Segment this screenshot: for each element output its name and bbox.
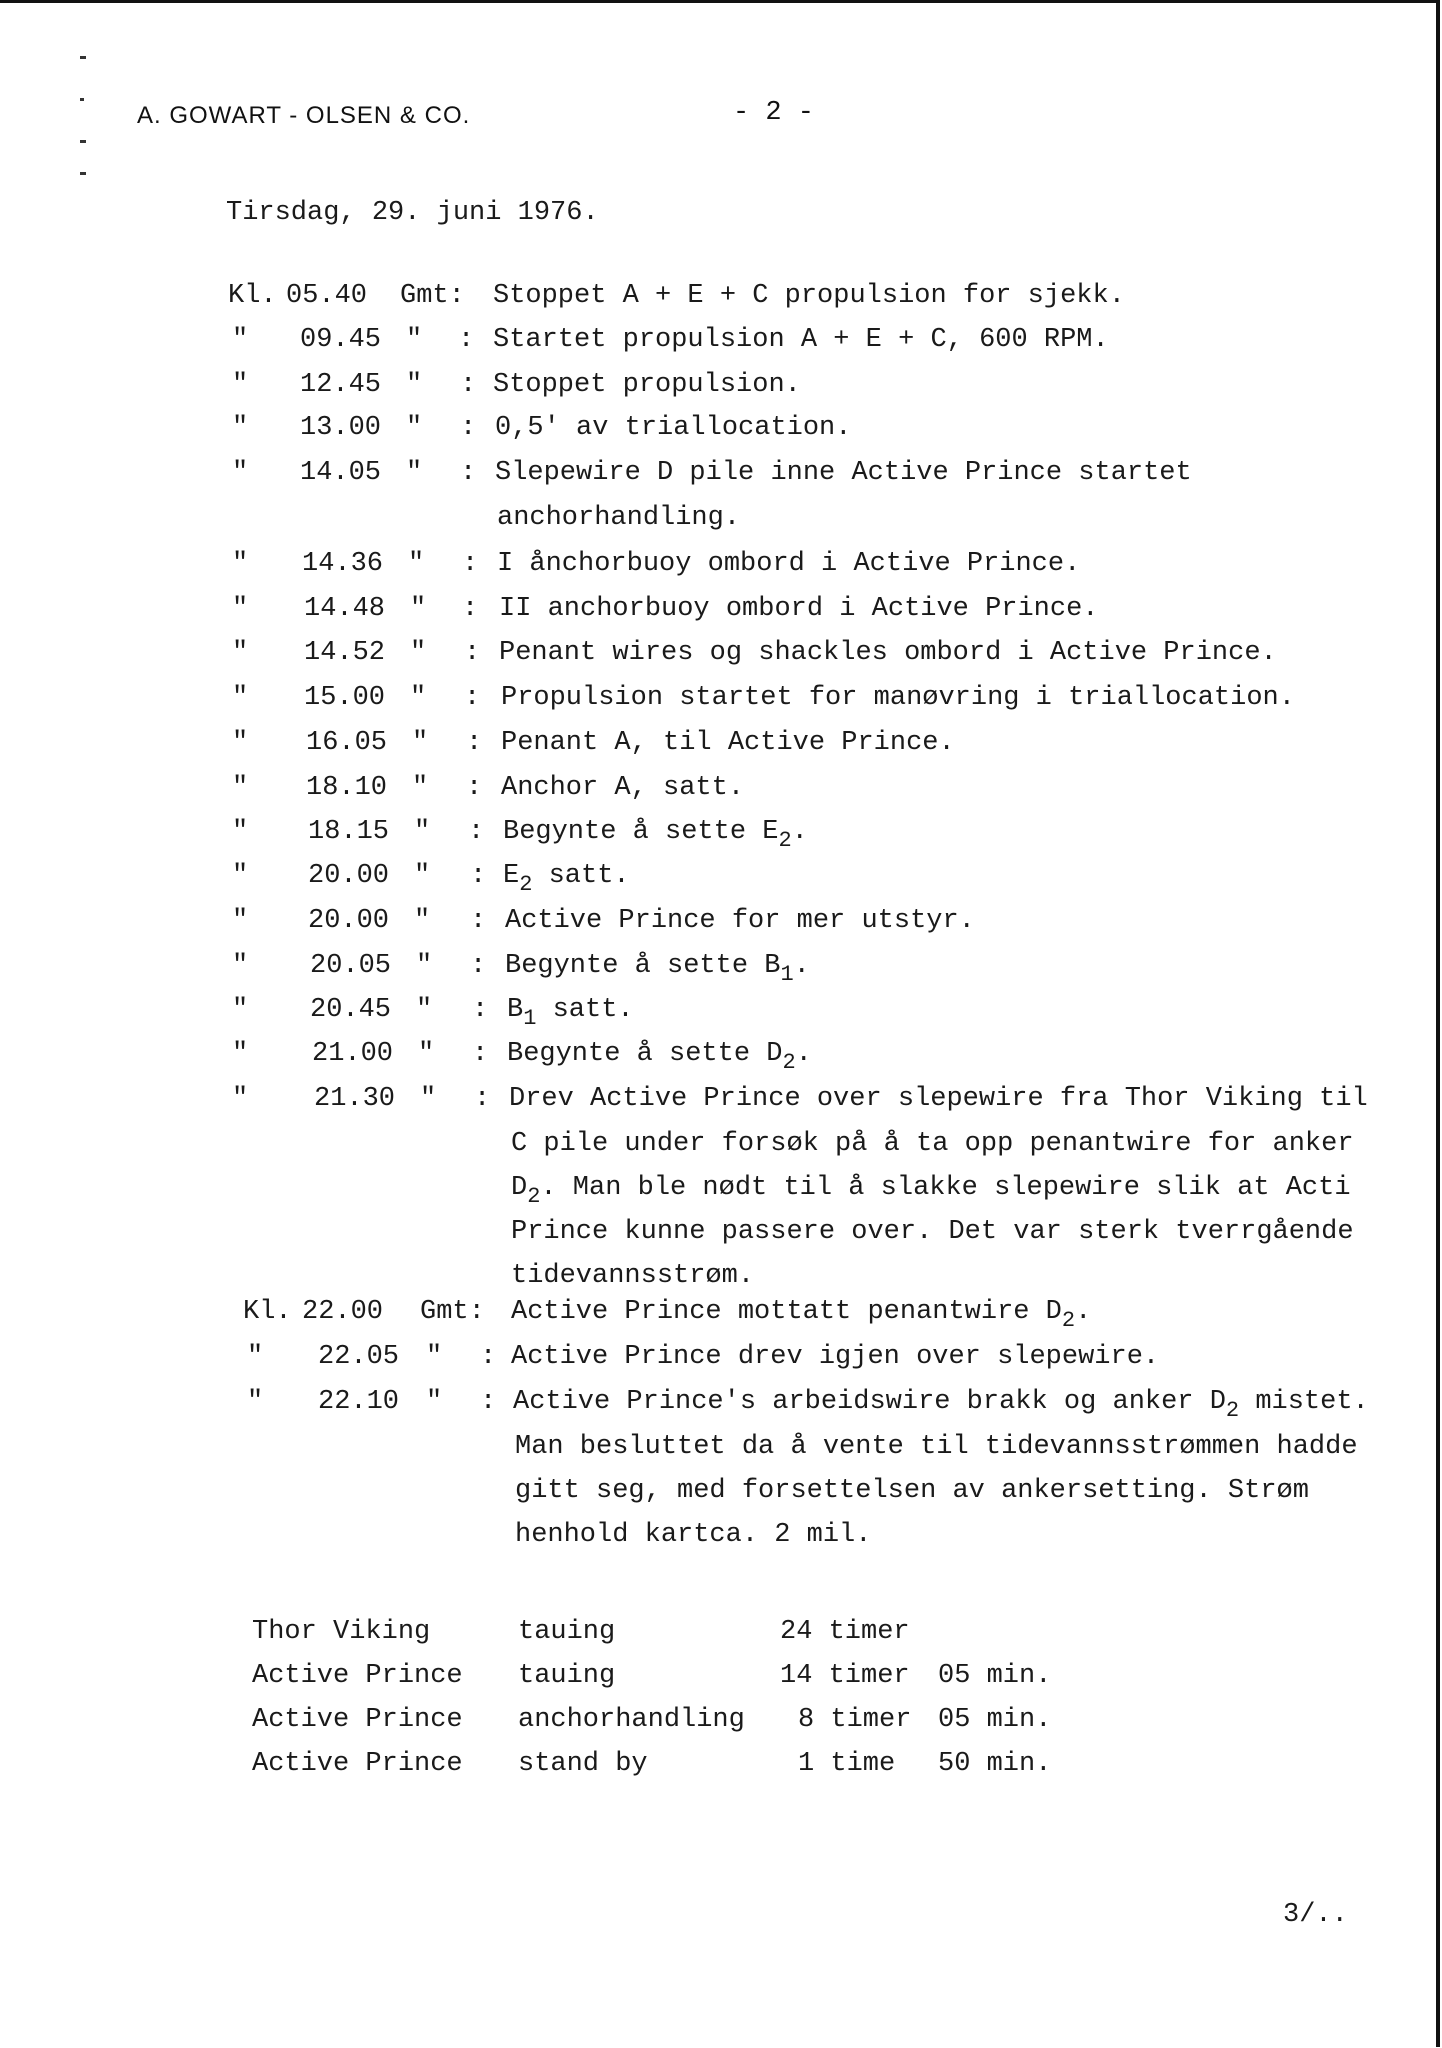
entry-ditto: "	[416, 951, 433, 981]
entry-ditto: "	[406, 413, 423, 443]
entry-time: 21.30	[314, 1084, 396, 1114]
entry-time: 16.05	[306, 728, 388, 758]
entry-colon: :	[470, 951, 487, 981]
entry-ditto: "	[232, 951, 249, 981]
summary-activity: anchorhandling	[518, 1705, 745, 1735]
summary-hours: 14 timer	[780, 1661, 910, 1691]
entry-label: Kl.	[243, 1297, 292, 1327]
entry-text: Slepewire D pile inne Active Prince startet	[495, 458, 1192, 488]
next-page-indicator: 3/..	[1283, 1900, 1348, 1930]
entry-colon: :	[480, 1342, 497, 1372]
entry-colon: :	[480, 1387, 497, 1417]
date-line: Tirsdag, 29. juni 1976.	[226, 198, 599, 228]
entry-colon: :	[472, 995, 489, 1025]
summary-hours: 1 time	[798, 1749, 896, 1779]
entry-text: Begynte å sette $E_2$.	[503, 817, 808, 853]
entry-continuation: C pile under forsøk på å ta opp penantwire for anker	[511, 1129, 1354, 1159]
entry-ditto: "	[416, 995, 433, 1025]
summary-hours: 24 timer	[780, 1617, 910, 1647]
entry-time: 20.00	[308, 861, 390, 891]
entry-colon: :	[464, 683, 481, 713]
summary-vessel: Active Prince	[252, 1661, 463, 1691]
entry-continuation: Man besluttet da å vente til tidevannsstrømmen hadde	[515, 1432, 1358, 1462]
entry-label: Kl.	[228, 281, 277, 311]
entry-text: Anchor A, satt.	[501, 773, 745, 803]
entry-ditto: "	[410, 638, 427, 668]
entry-text: II anchorbuoy ombord i Active Prince.	[499, 594, 1099, 624]
entry-ditto: "	[232, 906, 249, 936]
entry-ditto: "	[410, 683, 427, 713]
summary-minutes: 50 min.	[938, 1749, 1052, 1779]
entry-colon: :	[462, 549, 479, 579]
entry-text: Stoppet propulsion.	[493, 370, 801, 400]
entry-time: 14.48	[304, 594, 386, 624]
entry-time: 22.05	[318, 1342, 400, 1372]
entry-ditto: "	[412, 728, 429, 758]
entry-ditto: "	[420, 1084, 437, 1114]
entry-text: Drev Active Prince over slepewire fra Thor Viking til	[509, 1084, 1368, 1114]
summary-activity: tauing	[518, 1617, 616, 1647]
entry-ditto: "	[232, 594, 249, 624]
entry-colon: :	[462, 594, 479, 624]
entry-ditto: "	[414, 861, 431, 891]
entry-time: 14.52	[304, 638, 386, 668]
letterhead-company: A. GOWART - OLSEN & CO.	[137, 102, 471, 129]
summary-hours: 8 timer	[798, 1705, 912, 1735]
entry-text: 0,5' av triallocation.	[495, 413, 852, 443]
entry-ditto: "	[232, 638, 249, 668]
entry-continuation: anchorhandling.	[497, 503, 741, 533]
entry-continuation: henhold kartca. 2 mil.	[515, 1520, 872, 1550]
entry-time: 13.00	[300, 413, 382, 443]
entry-colon: :	[472, 1039, 489, 1069]
entry-colon: :	[460, 370, 477, 400]
entry-time: 21.00	[312, 1039, 394, 1069]
entry-time: 14.36	[302, 549, 384, 579]
entry-ditto: "	[247, 1342, 264, 1372]
summary-minutes: 05 min.	[938, 1661, 1052, 1691]
entry-text: Active Prince drev igjen over slepewire.	[511, 1342, 1160, 1372]
entry-time: 20.05	[310, 951, 392, 981]
entry-continuation: Prince kunne passere over. Det var sterk tverrgående	[511, 1217, 1354, 1247]
entry-colon: :	[466, 728, 483, 758]
entry-ditto: "	[232, 413, 249, 443]
entry-continuation: gitt seg, med forsettelsen av ankersetting. Strøm	[515, 1476, 1309, 1506]
entry-ditto: "	[414, 817, 431, 847]
entry-ditto: "	[232, 458, 249, 488]
entry-ditto: "	[408, 549, 425, 579]
entry-text: Active Prince mottatt penantwire $D_2$.	[511, 1297, 1092, 1333]
summary-vessel: Active Prince	[252, 1705, 463, 1735]
entry-ditto: "	[412, 773, 429, 803]
entry-ditto: "	[232, 995, 249, 1025]
entry-ditto: "	[414, 906, 431, 936]
entry-text: Active Prince's arbeidswire brakk og anker $D_2$ mistet.	[513, 1387, 1369, 1423]
entry-text: Startet propulsion A + E + C, 600 RPM.	[493, 325, 1109, 355]
entry-ditto: "	[426, 1387, 443, 1417]
entry-ditto: "	[232, 325, 249, 355]
entry-time: 05.40	[286, 281, 368, 311]
entry-time: 14.05	[300, 458, 382, 488]
entry-text: Penant A, til Active Prince.	[501, 728, 955, 758]
entry-text: Begynte å sette $B_1$.	[505, 951, 810, 987]
entry-text: Active Prince for mer utstyr.	[505, 906, 975, 936]
entry-ditto: "	[232, 370, 249, 400]
entry-ditto: "	[418, 1039, 435, 1069]
entry-ditto: "	[232, 728, 249, 758]
entry-text: $B_1$ satt.	[507, 995, 634, 1031]
entry-time: 20.45	[310, 995, 392, 1025]
entry-ditto: "	[232, 549, 249, 579]
margin-mark	[80, 98, 84, 101]
entry-ditto: "	[232, 773, 249, 803]
entry-text: I ånchorbuoy ombord i Active Prince.	[497, 549, 1081, 579]
summary-minutes: 05 min.	[938, 1705, 1052, 1735]
entry-time: 22.10	[318, 1387, 400, 1417]
entry-ditto: "	[247, 1387, 264, 1417]
entry-text: Propulsion startet for manøvring i triallocation.	[501, 683, 1295, 713]
entry-continuation: $D_2$. Man ble nødt til å slakke slepewire slik at Acti	[511, 1173, 1351, 1209]
entry-colon: :	[468, 817, 485, 847]
entry-unit: Gmt:	[400, 281, 465, 311]
entry-text: Begynte å sette $D_2$.	[507, 1039, 812, 1075]
entry-ditto: "	[406, 458, 423, 488]
entry-text: Penant wires og shackles ombord i Active Prince.	[499, 638, 1277, 668]
entry-ditto: "	[232, 817, 249, 847]
entry-ditto: "	[406, 370, 423, 400]
entry-ditto: "	[232, 1039, 249, 1069]
summary-vessel: Active Prince	[252, 1749, 463, 1779]
entry-colon: :	[460, 413, 477, 443]
entry-colon: :	[470, 906, 487, 936]
entry-ditto: "	[232, 683, 249, 713]
summary-activity: tauing	[518, 1661, 616, 1691]
entry-ditto: "	[426, 1342, 443, 1372]
entry-time: 20.00	[308, 906, 390, 936]
entry-continuation: tidevannsstrøm.	[511, 1261, 755, 1291]
entry-time: 22.00	[302, 1297, 384, 1327]
entry-ditto: "	[232, 861, 249, 891]
entry-time: 09.45	[300, 325, 382, 355]
summary-activity: stand by	[518, 1749, 648, 1779]
entry-time: 12.45	[300, 370, 382, 400]
entry-time: 15.00	[304, 683, 386, 713]
entry-colon: :	[460, 458, 477, 488]
entry-colon: :	[470, 861, 487, 891]
entry-colon: :	[458, 325, 475, 355]
entry-ditto: "	[232, 1084, 249, 1114]
entry-colon: :	[464, 638, 481, 668]
entry-text: Stoppet A + E + C propulsion for sjekk.	[493, 281, 1125, 311]
page-number: - 2 -	[733, 98, 815, 128]
entry-colon: :	[466, 773, 483, 803]
summary-vessel: Thor Viking	[252, 1617, 431, 1647]
entry-colon: :	[474, 1084, 491, 1114]
entry-time: 18.10	[306, 773, 388, 803]
entry-text: $E_2$ satt.	[503, 861, 630, 897]
entry-time: 18.15	[308, 817, 390, 847]
entry-ditto: "	[406, 325, 423, 355]
entry-ditto: "	[410, 594, 427, 624]
entry-unit: Gmt:	[420, 1297, 485, 1327]
margin-mark	[80, 56, 86, 59]
margin-mark	[80, 140, 86, 143]
margin-mark	[80, 172, 86, 175]
